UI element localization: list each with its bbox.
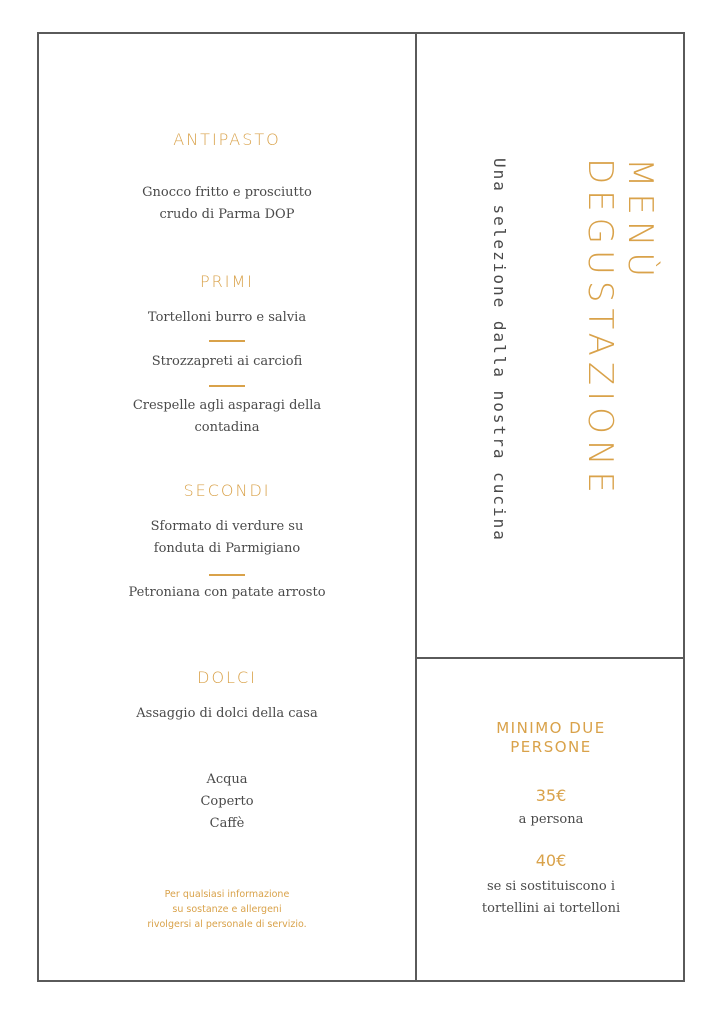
extra-caffe: Caffè (209, 816, 245, 831)
menu-title (580, 158, 660, 499)
antipasto-item-line2: crudo di Parma DOP (159, 207, 295, 222)
primi-separator-1 (209, 340, 245, 342)
extra-acqua: Acqua (206, 772, 248, 787)
secondi-item-1-line2: fonduta di Parmigiano (153, 541, 301, 556)
vertical-divider (415, 32, 417, 982)
horizontal-divider (415, 657, 685, 659)
allergen-note-line2: su sostanze e allergeni (172, 904, 282, 915)
price-standard: 35€ (535, 786, 567, 805)
menu-title-line2: DEGUSTAZIONE (580, 158, 620, 499)
secondi-item-2: Petroniana con patate arrosto (128, 585, 326, 600)
secondi-item-1-line1: Sformato di verdure su (150, 519, 304, 534)
dolci-item: Assaggio di dolci della casa (136, 706, 318, 721)
antipasto-heading: ANTIPASTO (173, 130, 281, 149)
extra-coperto: Coperto (200, 794, 254, 809)
price-substitution-note-line2: tortellini ai tortelloni (481, 901, 621, 916)
primi-separator-2 (209, 385, 245, 387)
pricing-heading-line2: PERSONE (510, 738, 592, 756)
primi-item-3-line1: Crespelle agli asparagi della (132, 398, 322, 413)
allergen-note-line3: rivolgersi al personale di servizio. (147, 919, 307, 930)
primi-item-2: Strozzapreti ai carciofi (151, 354, 303, 369)
primi-item-3-line2: contadina (194, 420, 260, 435)
menu-subtitle: Una selezione dalla nostra cucina (490, 158, 509, 542)
price-substitution: 40€ (535, 851, 567, 870)
secondi-heading: SECONDI (183, 481, 271, 500)
primi-item-1: Tortelloni burro e salvia (147, 310, 307, 325)
secondi-separator (209, 574, 245, 576)
primi-heading: PRIMI (199, 272, 254, 291)
antipasto-item-line1: Gnocco fritto e prosciutto (142, 185, 312, 200)
price-standard-note: a persona (518, 812, 584, 827)
pricing-heading-line1: MINIMO DUE (496, 719, 606, 737)
dolci-heading: DOLCI (197, 668, 257, 687)
price-substitution-note-line1: se si sostituiscono i (486, 879, 616, 894)
allergen-note-line1: Per qualsiasi informazione (164, 889, 290, 900)
menu-title-line1: MENÙ (620, 158, 660, 284)
